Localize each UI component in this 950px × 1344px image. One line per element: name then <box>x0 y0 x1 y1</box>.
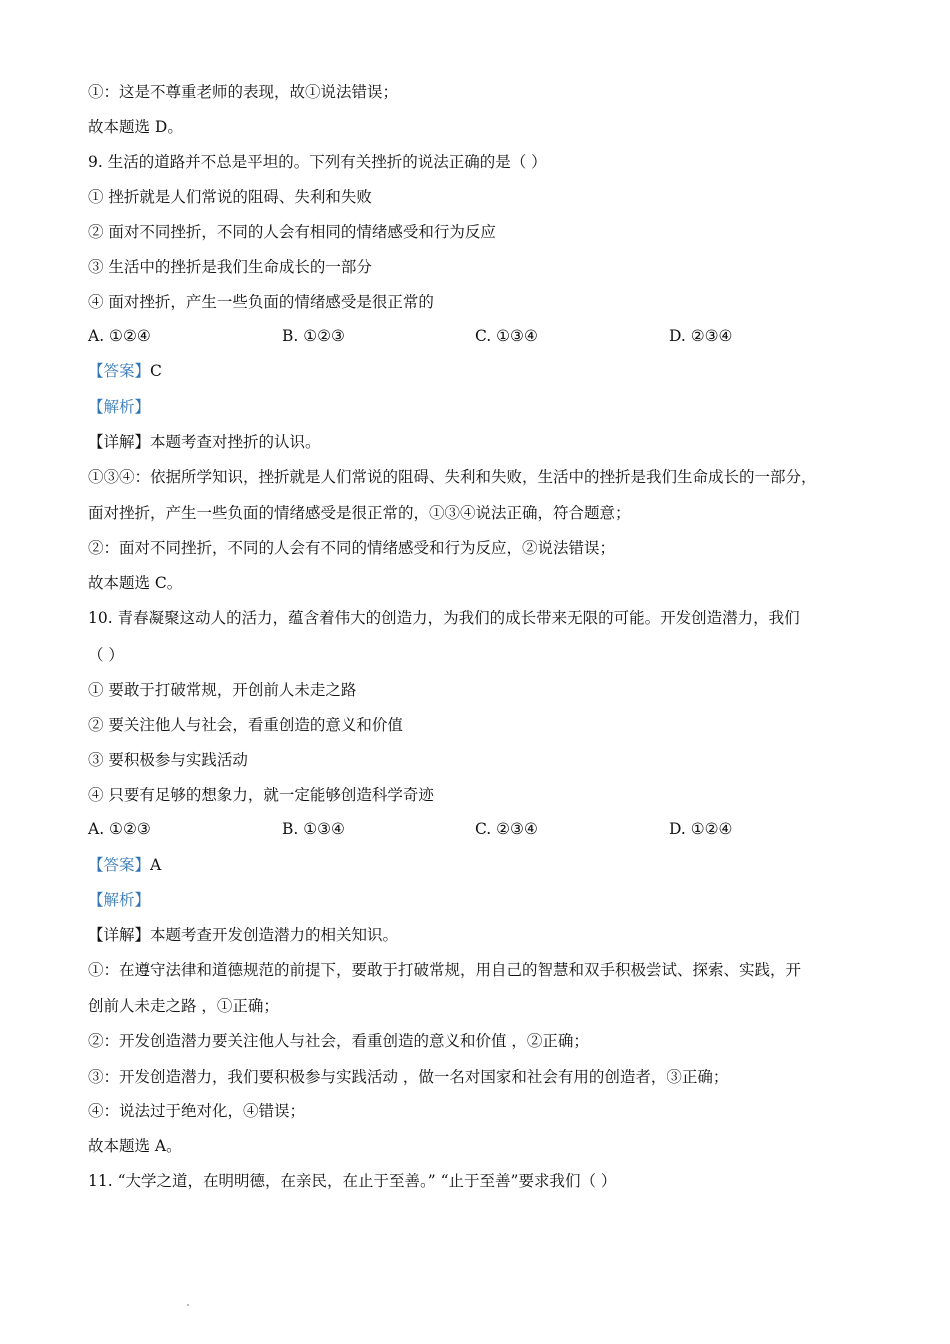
q10-stem: 10. 青春凝聚这动人的活力，蕴含着伟大的创造力，为我们的成长带来无限的可能。开发创造潜力，我们 <box>88 609 800 627</box>
q9-option-b: B. ①②③ <box>282 327 345 345</box>
q10-analysis-line-5: ④：说法过于绝对化，④错误； <box>88 1102 306 1120</box>
q9-analysis-line-2: 面对挫折，产生一些负面的情绪感受是很正常的，①③④说法正确，符合题意； <box>88 504 631 522</box>
q10-analysis-tag: 【解析】 <box>88 891 151 909</box>
q10-analysis-line-2: 创前人未走之路 ，①正确； <box>88 997 279 1015</box>
detail-text: 本题考查对挫折的认识。 <box>150 433 321 451</box>
q9-detail <box>88 432 321 452</box>
detail-text: 本题考查开发创造潜力的相关知识。 <box>150 926 399 944</box>
answer-tag: 【答案】 <box>88 362 151 380</box>
answer-tag: 【答案】 <box>88 856 151 874</box>
q9-option-d: D. ②③④ <box>669 327 733 345</box>
q9-analysis-line-3: ②：面对不同挫折，不同的人会有不同的情绪感受和行为反应，②说法错误； <box>88 539 616 557</box>
q11-stem: 11. “大学之道，在明明德，在亲民，在止于至善。” “止于至善”要求我们（ ） <box>88 1172 617 1190</box>
q9-statement-3: ③ 生活中的挫折是我们生命成长的一部分 <box>88 258 372 276</box>
q9-option-a: A. ①②④ <box>88 327 151 345</box>
page-speck <box>187 1304 189 1306</box>
detail-tag: 【详解】 <box>88 926 151 944</box>
q10-statement-1: ① 要敢于打破常规，开创前人未走之路 <box>88 681 357 699</box>
answer-value: A <box>150 856 162 874</box>
q9-analysis-line-1: ①③④：依据所学知识，挫折就是人们常说的阻碍、失利和失败，生活中的挫折是我们生命成长的一部分， <box>88 468 817 486</box>
prev-analysis-line: ①：这是不尊重老师的表现，故①说法错误； <box>88 83 399 101</box>
q9-options <box>88 326 868 346</box>
prev-conclusion: 故本题选 D。 <box>88 118 183 136</box>
q9-analysis-tag: 【解析】 <box>88 398 151 416</box>
answer-value: C <box>150 362 162 380</box>
q9-option-c: C. ①③④ <box>475 327 538 345</box>
q10-stem-paren: （ ） <box>88 646 124 664</box>
q10-detail <box>88 925 398 945</box>
q9-stem: 9. 生活的道路并不总是平坦的。下列有关挫折的说法正确的是（ ） <box>88 153 547 171</box>
q10-options <box>88 819 868 839</box>
q10-analysis-line-1: ①：在遵守法律和道德规范的前提下，要敢于打破常规，用自己的智慧和双手积极尝试、探索、实践，开 <box>88 961 802 979</box>
q10-answer <box>88 855 161 875</box>
q9-statement-4: ④ 面对挫折，产生一些负面的情绪感受是很正常的 <box>88 293 434 311</box>
q10-statement-2: ② 要关注他人与社会，看重创造的意义和价值 <box>88 716 403 734</box>
q9-statement-1: ① 挫折就是人们常说的阻碍、失利和失败 <box>88 188 372 206</box>
q10-statement-3: ③ 要积极参与实践活动 <box>88 751 248 769</box>
q10-option-b: B. ①③④ <box>282 820 345 838</box>
q9-answer <box>88 361 162 381</box>
q10-analysis-line-4: ③：开发创造潜力，我们要积极参与实践活动 ，做一名对国家和社会有用的创造者，③正确； <box>88 1068 729 1086</box>
q10-statement-4: ④ 只要有足够的想象力，就一定能够创造科学奇迹 <box>88 786 434 804</box>
q10-option-c: C. ②③④ <box>475 820 538 838</box>
q10-option-a: A. ①②③ <box>88 820 151 838</box>
detail-tag: 【详解】 <box>88 433 151 451</box>
q10-option-d: D. ①②④ <box>669 820 733 838</box>
q10-analysis-line-3: ②：开发创造潜力要关注他人与社会，看重创造的意义和价值 ，②正确； <box>88 1032 589 1050</box>
q9-statement-2: ② 面对不同挫折，不同的人会有相同的情绪感受和行为反应 <box>88 223 496 241</box>
q9-conclusion: 故本题选 C。 <box>88 574 183 592</box>
q10-conclusion: 故本题选 A。 <box>88 1137 182 1155</box>
